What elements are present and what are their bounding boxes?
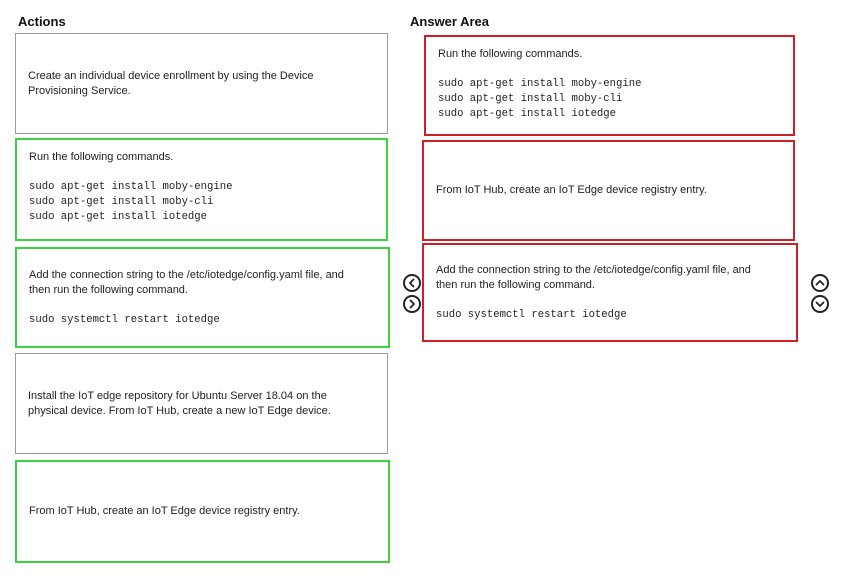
actions-heading: Actions <box>18 14 66 29</box>
action-item-create-enrollment[interactable] <box>15 33 388 134</box>
action-item-command: sudo systemctl restart iotedge <box>29 313 220 326</box>
move-down-button[interactable] <box>811 295 829 313</box>
action-item-text: Run the following commands. <box>29 151 174 163</box>
action-item-command: sudo apt-get install moby-engine sudo apt-get install moby-cli sudo apt-get install iotedge <box>29 181 233 223</box>
chevron-left-icon <box>407 278 417 288</box>
action-item-text: From IoT Hub, create an IoT Edge device registry entry. <box>29 505 300 517</box>
answer-item-command: sudo apt-get install moby-engine sudo apt-get install moby-cli sudo apt-get install iotedge <box>438 78 642 120</box>
move-right-button[interactable] <box>403 295 421 313</box>
answer-item-add-connection-string[interactable] <box>422 243 798 342</box>
action-item-text: Install the IoT edge repository for Ubuntu Server 18.04 on the physical device. From IoT Hub, create a new IoT Edge device. <box>28 389 331 417</box>
move-left-button[interactable] <box>403 274 421 292</box>
chevron-up-icon <box>815 278 825 288</box>
answer-item-run-commands[interactable] <box>424 35 795 136</box>
action-item-text: Add the connection string to the /etc/iotedge/config.yaml file, and then run the following command. <box>29 268 344 296</box>
action-item-text: Create an individual device enrollment by using the Device Provisioning Service. <box>28 69 314 97</box>
answer-item-command: sudo systemctl restart iotedge <box>436 308 627 321</box>
chevron-down-icon <box>815 299 825 309</box>
answer-item-text: Add the connection string to the /etc/iotedge/config.yaml file, and then run the following command. <box>436 263 751 291</box>
action-item-install-repository[interactable] <box>15 353 388 454</box>
answer-item-create-registry-entry[interactable] <box>422 140 795 241</box>
action-item-add-connection-string[interactable] <box>15 247 390 348</box>
answer-item-text: Run the following commands. <box>438 48 583 60</box>
action-item-create-registry-entry[interactable] <box>15 460 390 563</box>
chevron-right-icon <box>407 299 417 309</box>
action-item-run-commands[interactable] <box>15 138 388 241</box>
move-up-button[interactable] <box>811 274 829 292</box>
answer-item-text: From IoT Hub, create an IoT Edge device registry entry. <box>436 184 707 196</box>
answer-area-heading: Answer Area <box>410 14 489 29</box>
